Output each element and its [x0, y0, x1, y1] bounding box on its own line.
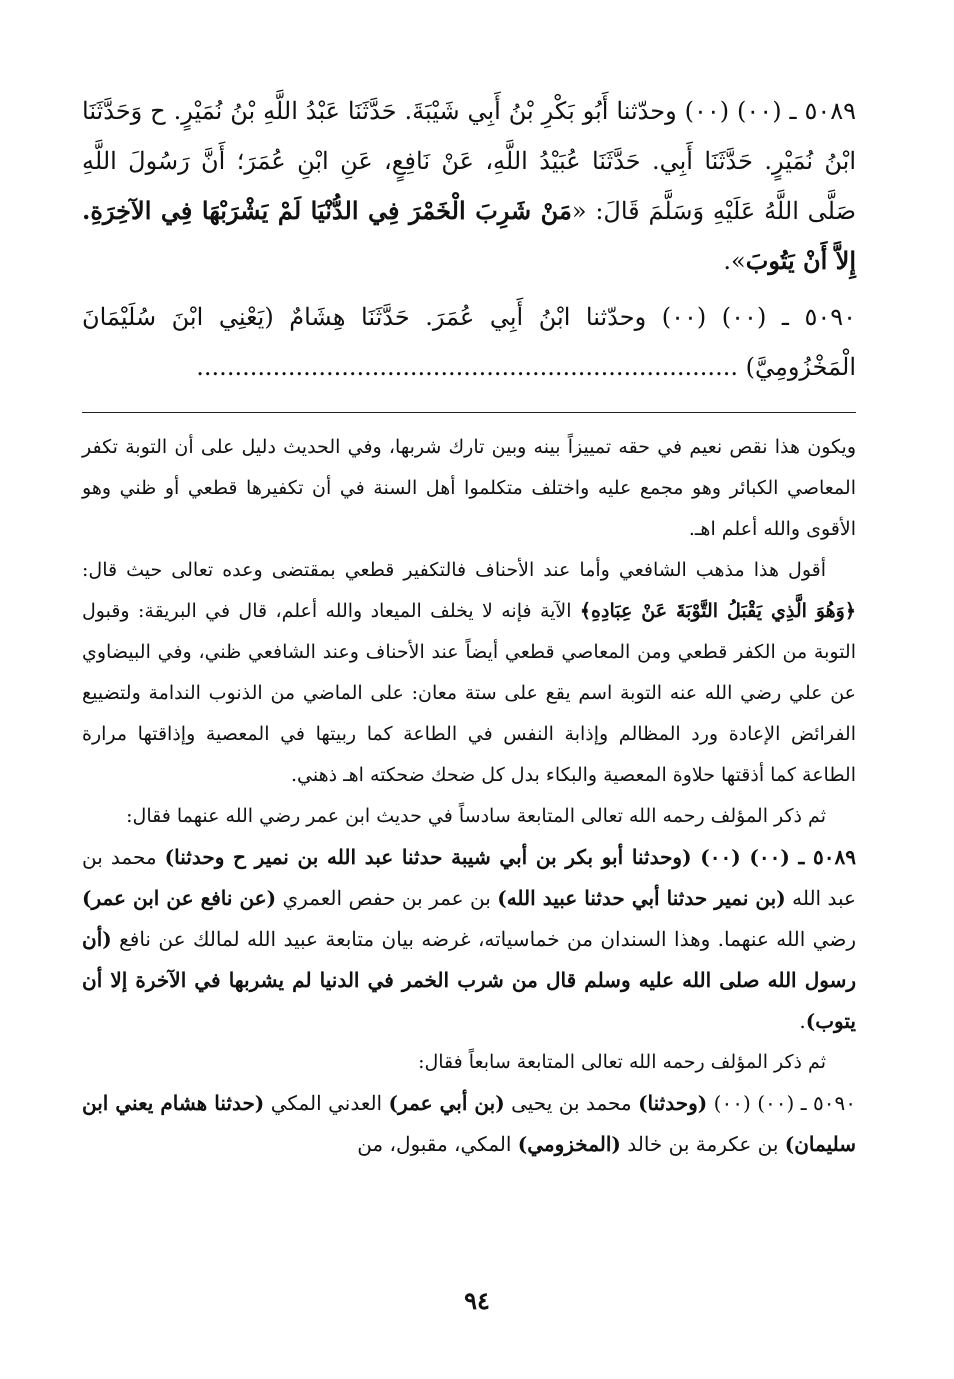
commentary-text: العدني المكي — [264, 1091, 389, 1115]
commentary-paragraph: ويكون هذا نقص نعيم في حقه تمييزاً بينه وبين تارك شربها، وفي الحديث دليل على أن التوبة تكفر المعاصي الكبائر وهو مجمع عليه واختلف متكلموا أهل السنة في أن تكفيرها قطعي أو ظني وهو الأقوى والله أعلم اهـ. — [82, 436, 856, 540]
hadith-text-section — [82, 86, 856, 392]
page-number: ٩٤ — [464, 1286, 490, 1315]
bold-text: (حدثنا هشام يعني ابن سليمان) — [82, 1091, 856, 1156]
commentary-text: ٥٠٩٠ ـ (٠٠) (٠٠) — [707, 1091, 856, 1115]
page-content — [82, 86, 856, 1165]
bold-text: ٥٠٨٩ ـ (٠٠) (٠٠) (وحدثنا أبو بكر بن أبي شيبة حدثنا عبد الله بن نمير ح وحدثنا) — [164, 845, 856, 869]
bold-text: (بن نمير حدثنا أبي حدثنا عبيد الله) — [497, 886, 786, 910]
commentary-text: بن عكرمة بن خالد — [620, 1132, 785, 1156]
commentary-section — [82, 427, 856, 1165]
hadith-5089 — [82, 86, 856, 286]
hadith-chain: وحدّثنا أَبُو بَكْرِ بْنُ أَبِي شَيْبَةَ. حَدَّثَنَا عَبْدُ اللَّهِ بْنُ نُمَيْرٍ. ح وَحَدَّثَنَا ابْنُ نُمَيْرٍ. حَدَّثَنَا أَبِي. حَدَّثَنَا عُبَيْدُ اللَّهِ، عَنْ نَافِعٍ، عَنِ ابْنِ عُمَرَ؛ أَنَّ رَسُولَ اللَّهِ صَلَّى اللَّهُ عَلَيْهِ وَسَلَّمَ قَالَ: « — [82, 97, 856, 225]
commentary-text: أقول هذا مذهب الشافعي وأما عند الأحناف فالتكفير قطعي بمقتضى وعده تعالى حيث قال: — [82, 559, 826, 581]
hadith-number: ٥٠٨٩ ـ (٠٠) (٠٠) — [684, 97, 856, 125]
commentary-text: بن عمر بن حفص العمري — [276, 886, 498, 910]
bold-text: (أن رسول الله صلى الله عليه وسلم قال من شرب الخمر في الدنيا لم يشربها في الآخرة إلا أن يتوب) — [82, 927, 856, 1033]
commentary-text: الآية فإنه لا يخلف الميعاد والله أعلم، قال في البريقة: وقبول التوبة من الكفر قطعي ومن المعاصي قطعي أيضاً عند الأحناف وعند الشافعي ظني، وفي البيضاوي عن علي رضي الله عنه التوبة اسم يقع على ستة معان: على الماضي من الذنوب الندامة ولتضييع الفرائض الإعادة ورد المظالم وإذابة النفس في الطاعة كما ربيتها في المعصية وإذاقتها مرارة الطاعة كما أذقتها حلاوة المعصية والبكاء بدل كل ضحك ضحكته اهـ ذهني. — [82, 600, 856, 786]
commentary-text: محمد بن يحيى — [504, 1091, 639, 1115]
bold-text: (بن أبي عمر) — [388, 1091, 505, 1115]
hadith-number: ٥٠٩٠ ـ (٠٠) (٠٠) — [661, 303, 856, 331]
commentary-text: رضي الله عنهما. وهذا السندان من خماسياته، غرضه بيان متابعة عبيد الله لمالك عن نافع — [111, 927, 856, 951]
commentary-hadith-5090 — [82, 1083, 856, 1165]
continuation-dots: ....................................................................... — [196, 353, 738, 381]
commentary-text: . — [799, 1009, 806, 1033]
hadith-quote-close: ». — [723, 247, 746, 275]
bold-text: (عن نافع عن ابن عمر) — [82, 886, 277, 910]
commentary-hadith-5089 — [82, 837, 856, 1042]
commentary-text: محمد بن عبد الله — [82, 845, 856, 910]
commentary-paragraph — [82, 550, 856, 796]
hadith-quote: مَنْ شَرِبَ الْخَمْرَ فِي الدُّنْيَا لَمْ يَشْرَبْهَا فِي الآخِرَةِ. إِلاَّ أَنْ يَتُوبَ — [82, 196, 856, 275]
hadith-chain: وحدّثنا ابْنُ أَبِي عُمَرَ. حَدَّثَنَا هِشَامٌ (يَعْنِي ابْنَ سُلَيْمَانَ الْمَخْزُومِيَّ) — [82, 303, 856, 381]
commentary-paragraph: ثم ذكر المؤلف رحمه الله تعالى المتابعة سابعاً فقال: — [418, 1051, 826, 1073]
bold-text: (وحدثنا) — [638, 1091, 708, 1115]
hadith-5090 — [82, 292, 856, 392]
commentary-paragraph: ثم ذكر المؤلف رحمه الله تعالى المتابعة سادساً في حديث ابن عمر رضي الله عنهما فقال: — [126, 805, 826, 827]
quran-verse: ﴿وَهُوَ الَّذِي يَقْبَلُ التَّوْبَةَ عَنْ عِبَادِهِ﴾ — [579, 600, 856, 622]
bold-text: (المخزومي) — [517, 1132, 621, 1156]
separator-line — [82, 412, 856, 413]
commentary-text: المكي، مقبول، من — [357, 1132, 518, 1156]
